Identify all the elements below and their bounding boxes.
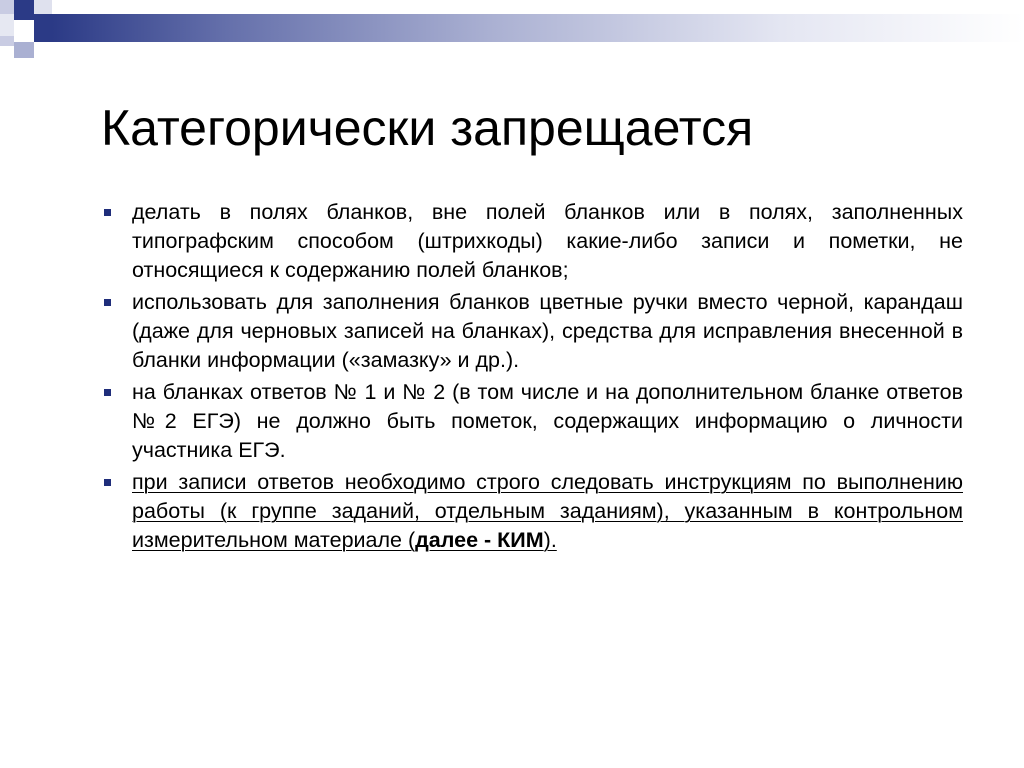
list-item xyxy=(101,378,963,465)
bullet-list xyxy=(101,198,963,558)
square-bullet-icon xyxy=(104,479,111,486)
bullet-text: делать в полях бланков, вне полей бланков или в полях, заполненных типографским способом (штрихкоды) какие-либо записи и пометки, не относящиеся к содержанию полей бланков; xyxy=(132,200,963,282)
bullet-text-part: при записи ответов необходимо строго следовать инструкциям по выполнению работы (к группе заданий, отдельным заданиям), указанным в контрольном измерительном материале ( xyxy=(132,470,963,552)
square-bullet-icon xyxy=(104,209,111,216)
square-bullet-icon xyxy=(104,389,111,396)
decor-square xyxy=(34,42,52,56)
bullet-text-underlined xyxy=(132,470,963,552)
decor-square xyxy=(14,0,34,20)
bullet-text: на бланках ответов № 1 и № 2 (в том числе и на дополнительном бланке ответов №2 ЕГЭ) не должно быть пометок, содержащих информацию о личности участника ЕГЭ. xyxy=(132,380,963,462)
decor-square xyxy=(0,36,14,46)
bullet-text: использовать для заполнения бланков цветные ручки вместо черной, карандаш (даже для черновых записей на бланках), средства для исправления внесенной в бланки информации («замазку» и др.). xyxy=(132,290,963,372)
decor-square xyxy=(0,0,14,14)
square-bullet-icon xyxy=(104,299,111,306)
header-decoration xyxy=(0,0,1024,60)
decor-square xyxy=(34,14,52,42)
decor-square xyxy=(34,0,52,14)
bullet-text-bold: далее - КИМ xyxy=(415,528,544,552)
decor-square xyxy=(52,0,76,14)
decor-square xyxy=(14,20,34,42)
bullet-text-part: ). xyxy=(543,528,557,552)
decor-square xyxy=(0,14,14,36)
decor-square xyxy=(14,42,34,58)
header-gradient-bar xyxy=(52,14,1024,42)
slide-title: Категорически запрещается xyxy=(101,100,754,156)
list-item xyxy=(101,468,963,555)
list-item xyxy=(101,288,963,375)
list-item xyxy=(101,198,963,285)
